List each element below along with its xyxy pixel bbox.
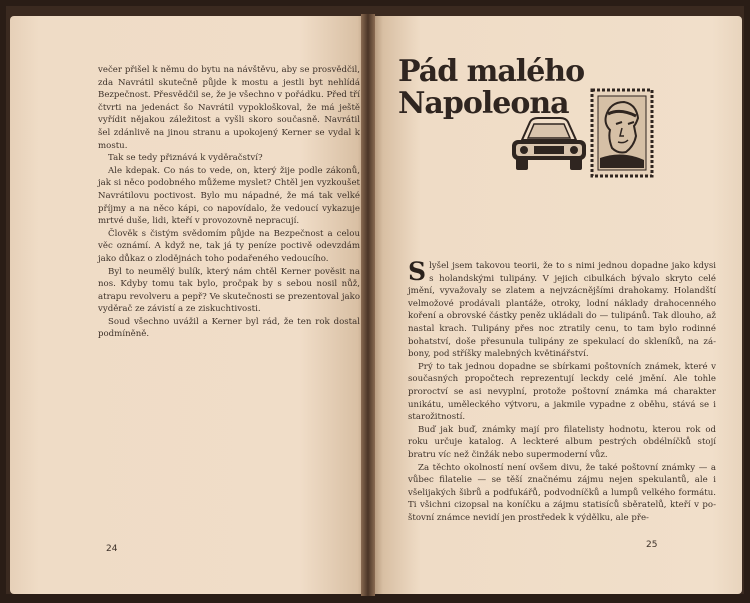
left-paragraph: večer přišel k němu do bytu na návštěvu, aby se prosvědčil, zda Navrátil skutečně půjde k mostu a jestli byt nehlídá Bezpečnost. Přesvědčil se, že je všechno v pořádku. Před tří čtvrti na jedenáct šo Navrátil vypokloškoval, že má ještě vyřídit nějakou záležitost a vyšli skoro současně. Navrátil šel zdánlivě na jinou stranu a upokojený Kerner se vydal k mostu. (98, 65, 360, 151)
right-paragraph: Za těchto okolností není ovšem divu, že také poštovní známky — a vůbec filatelie — se těší značnému zájmu nejen spekulantů, ale i všelijakých šibrů a podfukářů, podvodníčků a lumpů velkého formátu. Ti všichni cizopsal na koníčku a zájmu statisíců sběratelů, kteří v poštovní známce nevidí jen prostředek k výdělku, ale pře- (408, 462, 716, 523)
chapter-title-line2: Napoleona (398, 86, 569, 121)
car-icon (508, 114, 588, 176)
napoleon-stamp-icon (590, 88, 654, 178)
book-spine (361, 14, 375, 596)
right-paragraph-first (408, 257, 716, 361)
chapter-title-line1: Pád malého (398, 54, 585, 89)
left-paragraph: Byl to neumělý bulík, který nám chtěl Kerner pověsit na nos. Kdyby tomu tak bylo, pročpak by s sebou nosil nůž, atrapu revolveru a pepř? Ve skutečnosti se prezentoval jako vyděrač ze závistí a ze ziskuchtivosti. (98, 266, 360, 315)
drop-cap: S (408, 257, 427, 286)
right-paragraph: Buď jak buď, známky mají pro filatelisty hodnotu, kterou rok od roku určuje katalog. A leckteré album pestrých obdélníčků stojí bratru víc než činžák nebo supermoderní vůz. (408, 424, 716, 460)
right-page (368, 16, 742, 594)
left-paragraph: Ale kdepak. Co nás to vede, on, který žije podle zákonů, jak si něco podobného můžeme myslet? Chtěl jen vyzkoušet Navrátilovu poctivost. Bylo mu nápadné, že má tak velké příjmy a na něco kápi, co napovídalo, že vedoucí vykazuje mrtvé duše, lidi, kteří v provozovně nepracují. (98, 165, 360, 227)
page-number-right: 25 (646, 540, 658, 550)
page-number-left: 24 (106, 544, 118, 554)
right-paragraph: Prý to tak jednou dopadne se sbírkami poštovních známek, které v současných propočtech reprezentují leckdy celé jmění. Ale tohle proroctví se asi nevyplní, protože poštovní známka má charakter unikátu, uměleckého výtvoru, a jakmile vypadne z oběhu, stává se i starožitností. (408, 361, 716, 423)
first-paragraph-text: lyšel jsem takovou teorii, že to s nimi jednou dopadne jako kdysi s holandskými tulipány. V jejich cibulkách bývalo skryto celé jmění, vyvažovaly se zlatem a nejvzácnějšími drahokamy. Holandští velmožové prodávali plantáže, otroky, lodní náklady drahocenného koření a obrovské částky peněz ukládali do — tulipánů. Tak dlouho, až nastal krach. Tulipány přes noc ztratily cenu, to tam bylo rodinné bohatství, doše přesunula tulipány ze spekulací do skleníků, na zábony, pod stříšky malebných květinářství. (408, 261, 716, 360)
right-page-text (408, 257, 716, 524)
left-page-text (98, 64, 360, 341)
left-paragraph: Tak se tedy přiznává k vyděračství? (108, 153, 263, 164)
left-paragraph: Soud všechno uvážil a Kerner byl rád, že ten rok dostal podmíněně. (98, 316, 360, 340)
left-page (10, 16, 372, 594)
open-book (6, 6, 744, 594)
left-paragraph: Člověk s čistým svědomím půjde na Bezpečnost a celou věc oznámí. A když ne, tak já ty peníze poctivě odevzdám jako důkaz o zlodějnách toho podařeného vedoucího. (98, 228, 360, 264)
